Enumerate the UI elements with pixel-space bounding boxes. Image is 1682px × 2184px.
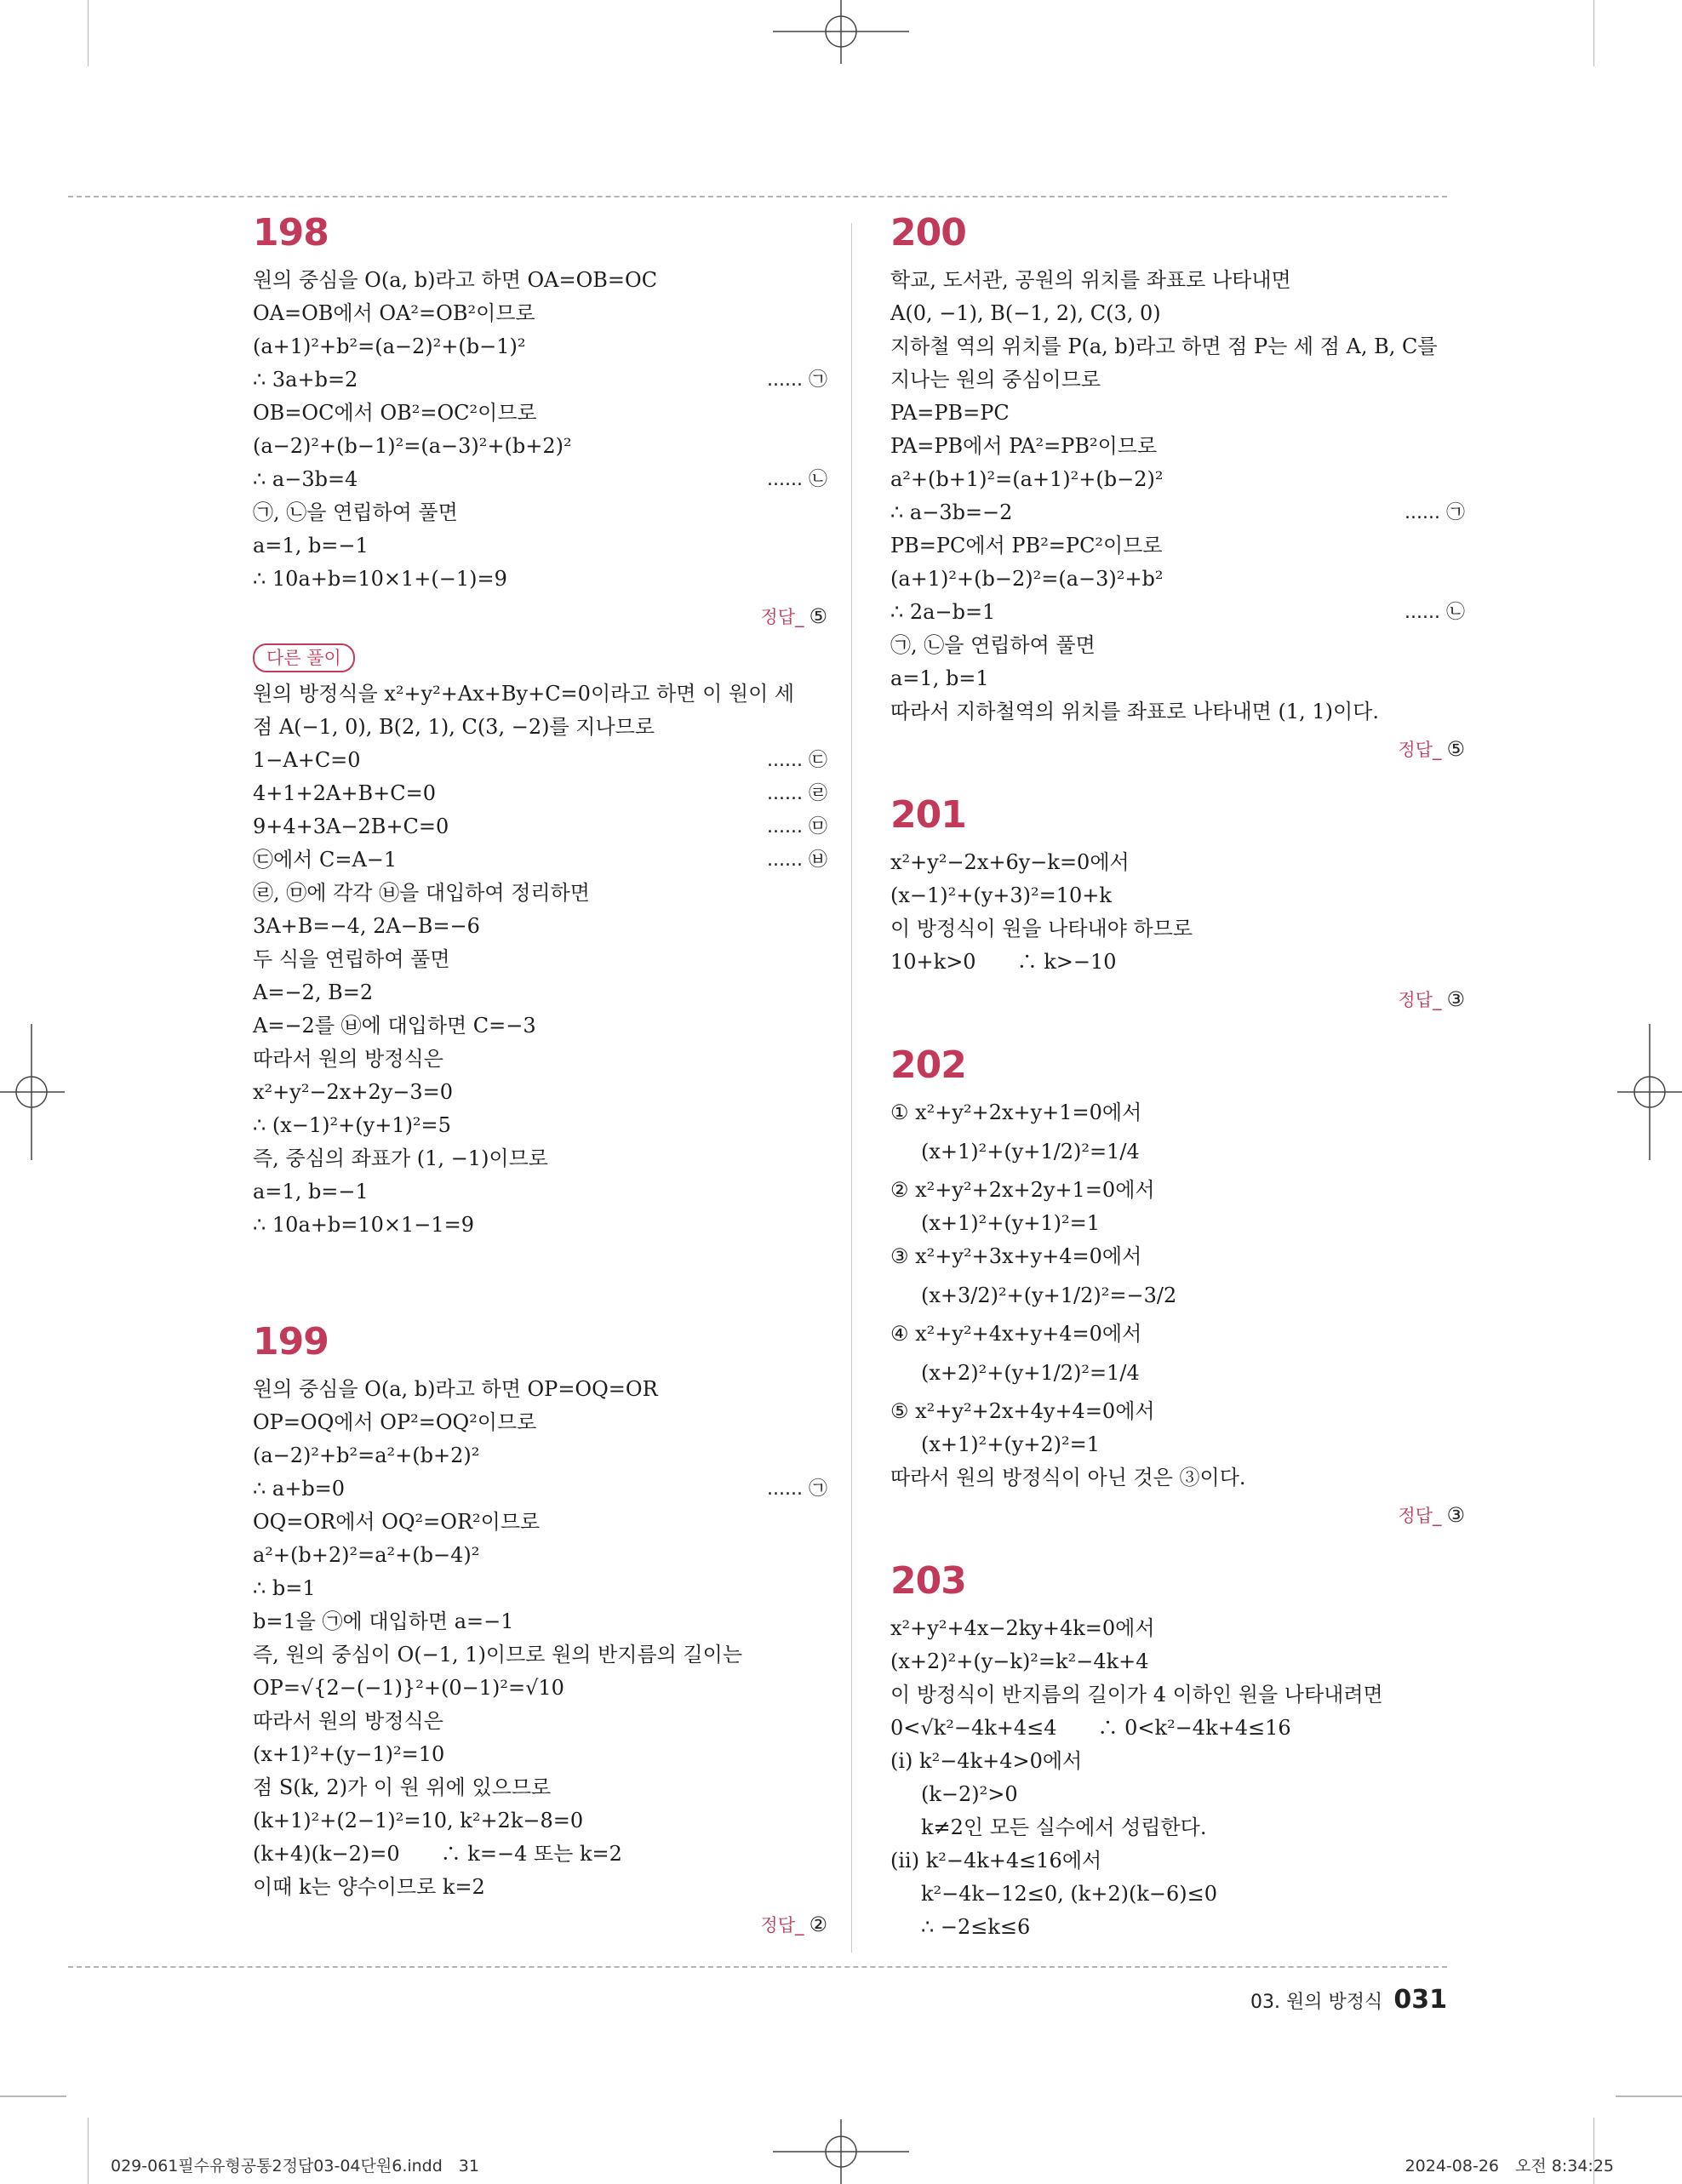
solution-line: ⑤ x²+y²+2x+4y+4=0에서 (890, 1399, 1155, 1423)
problem-201 (890, 793, 1465, 1020)
equation-marker: ...... ㉢ (767, 750, 827, 771)
equation-marker: ...... ㉤ (767, 816, 827, 838)
solution-line: PA=PB=PC (890, 401, 1010, 425)
solution-line: 9+4+3A−2B+C=0 ...... ㉤ (253, 810, 827, 843)
problem-number: 201 (890, 793, 966, 837)
solution-line: (x+1)²+(y+2)²=1 (921, 1432, 1101, 1456)
solution-line: 10+k>0 ∴ k>−10 (890, 950, 1117, 974)
registration-mark-top (773, 0, 909, 64)
solution-line: (x+2)²+(y−k)²=k²−4k+4 (890, 1649, 1149, 1673)
equation-marker: ...... ㉥ (767, 849, 827, 871)
solution-line: ㉠, ㉡을 연립하여 풀면 (253, 500, 458, 524)
solution-line: 4+1+2A+B+C=0 ...... ㉣ (253, 777, 827, 810)
solution-line: 0<√k²−4k+4≤4 ∴ 0<k²−4k+4≤16 (890, 1716, 1291, 1740)
solution-line: 즉, 중심의 좌표가 (1, −1)이므로 (253, 1146, 548, 1170)
solution-line: 지하철 역의 위치를 P(a, b)라고 하면 점 P는 세 점 A, B, C를 (890, 334, 1438, 358)
trim-line (88, 0, 89, 66)
solution-line: 따라서 원의 방정식은 (253, 1047, 443, 1071)
trim-line (1616, 2095, 1682, 2097)
solution-line: ∴ 2a−b=1 ...... ㉡ (890, 596, 1465, 629)
solution-line: ④ x²+y²+4x+y+4=0에서 (890, 1322, 1142, 1346)
solution-line: (a−2)²+(b−1)²=(a−3)²+(b+2)² (253, 434, 572, 458)
solution-line: x²+y²+4x−2ky+4k=0에서 (890, 1616, 1155, 1640)
solution-line: ③ x²+y²+3x+y+4=0에서 (890, 1244, 1142, 1268)
answer (253, 1904, 827, 1945)
solution-line: x²+y²−2x+6y−k=0에서 (890, 850, 1130, 874)
solution-line: (a+1)²+b²=(a−2)²+(b−1)² (253, 334, 526, 358)
problem-199 (253, 1320, 827, 1945)
problem-number: 198 (253, 211, 329, 254)
solution-line: (a−2)²+b²=a²+(b+2)² (253, 1444, 480, 1467)
section-title: 03. 원의 방정식 (1250, 1992, 1383, 2013)
solution-line: ㉢에서 C=A−1 ...... ㉥ (253, 843, 827, 877)
solution-line: 두 식을 연립하여 풀면 (253, 947, 450, 971)
solution-line: 이때 k는 양수이므로 k=2 (253, 1875, 485, 1899)
solution-line: x²+y²−2x+2y−3=0 (253, 1080, 454, 1104)
trim-line (1593, 0, 1594, 66)
solution-line: ① x²+y²+2x+y+1=0에서 (890, 1101, 1142, 1124)
solution-line: a=1, b=−1 (253, 1180, 369, 1203)
page-footer (1250, 1983, 1447, 2017)
top-divider (68, 196, 1447, 197)
solution-line: 따라서 원의 방정식은 (253, 1709, 443, 1733)
solution-line: 원의 중심을 O(a, b)라고 하면 OA=OB=OC (253, 268, 658, 292)
answer-label: 정답_ (760, 1915, 804, 1935)
solution-line: A(0, −1), B(−1, 2), C(3, 0) (890, 301, 1161, 325)
solution-line: 지나는 원의 중심이므로 (890, 368, 1101, 392)
solution-line: 1−A+C=0 ...... ㉢ (253, 744, 827, 777)
solution-line: a²+(b+1)²=(a+1)²+(b−2)² (890, 467, 1164, 491)
column-divider (851, 223, 852, 1952)
print-file-info: 029-061필수유형공통2정답03-04단원6.indd 31 (111, 2157, 479, 2175)
solution-line: k²−4k−12≤0, (k+2)(k−6)≤0 (921, 1882, 1218, 1906)
solution-line: (k−2)²>0 (921, 1782, 1018, 1806)
solution-line: (x+1)²+(y+1)²=1 (921, 1211, 1101, 1235)
solution-line: 원의 중심을 O(a, b)라고 하면 OP=OQ=OR (253, 1377, 658, 1401)
answer-label: 정답_ (1398, 740, 1442, 760)
solution-line: ∴ a−3b=4 ...... ㉡ (253, 463, 827, 496)
solution-line: 점 S(k, 2)가 이 원 위에 있으므로 (253, 1775, 552, 1799)
solution-line: ∴ a+b=0 ...... ㉠ (253, 1472, 827, 1506)
solution-line: OA=OB에서 OA²=OB²이므로 (253, 301, 535, 325)
registration-mark-bottom (773, 2119, 909, 2184)
problem-202 (890, 1043, 1465, 1535)
solution-line: 이 방정식이 원을 나타내야 하므로 (890, 917, 1193, 940)
solution-line: ∴ (x−1)²+(y+1)²=5 (253, 1113, 451, 1137)
solution-line: ∴ 10a+b=10×1−1=9 (253, 1213, 475, 1237)
equation-marker: ...... ㉠ (1405, 502, 1465, 523)
alternative-solution-badge: 다른 풀이 (253, 643, 355, 672)
answer-choice: ⑤ (809, 604, 827, 628)
solution-line: a=1, b=1 (890, 666, 989, 690)
equation-marker: ...... ㉡ (767, 469, 827, 490)
solution-line: 이 방정식이 반지름의 길이가 4 이하인 원을 나타내려면 (890, 1683, 1383, 1707)
answer-choice: ③ (1446, 1503, 1465, 1527)
answer-choice: ③ (1446, 987, 1465, 1011)
equation-marker: ...... ㉣ (767, 783, 827, 804)
solution-line: A=−2를 ㉥에 대입하면 C=−3 (253, 1014, 536, 1038)
solution-line: ② x²+y²+2x+2y+1=0에서 (890, 1178, 1155, 1202)
answer-choice: ② (809, 1912, 827, 1936)
solution-line: A=−2, B=2 (253, 981, 374, 1004)
solution-line: (ii) k²−4k+4≤16에서 (890, 1849, 1102, 1872)
solution-line: (x+1)²+(y−1)²=10 (253, 1742, 445, 1766)
solution-line: ∴ 10a+b=10×1+(−1)=9 (253, 567, 507, 591)
solution-line: 따라서 지하철역의 위치를 좌표로 나타내면 (1, 1)이다. (890, 700, 1379, 723)
solution-line: ∴ b=1 (253, 1576, 316, 1600)
solution-line: a=1, b=−1 (253, 534, 369, 557)
solution-line: a²+(b+2)²=a²+(b−4)² (253, 1543, 480, 1567)
solution-line: (i) k²−4k+4>0에서 (890, 1749, 1083, 1773)
solution-line: 원의 방정식을 x²+y²+Ax+By+C=0이라고 하면 이 원이 세 (253, 682, 795, 706)
print-timestamp: 2024-08-26 오전 8:34:25 (1405, 2157, 1614, 2175)
solution-line: ㉠, ㉡을 연립하여 풀면 (890, 633, 1096, 657)
solution-line: (x−1)²+(y+3)²=10+k (890, 883, 1112, 907)
solution-line: 3A+B=−4, 2A−B=−6 (253, 914, 480, 938)
answer-label: 정답_ (760, 607, 804, 627)
solution-line: PA=PB에서 PA²=PB²이므로 (890, 434, 1158, 458)
problem-203 (890, 1559, 1465, 1944)
answer-label: 정답_ (1398, 990, 1442, 1010)
solution-line: OB=OC에서 OB²=OC²이므로 (253, 401, 537, 425)
solution-line: 즉, 원의 중심이 O(−1, 1)이므로 원의 반지름의 길이는 (253, 1643, 743, 1667)
answer (890, 729, 1465, 769)
solution-line: ㉣, ㉤에 각각 ㉥을 대입하여 정리하면 (253, 881, 590, 905)
left-column (253, 211, 827, 1945)
equation-marker: ...... ㉡ (1405, 602, 1465, 623)
bottom-divider (68, 1966, 1447, 1968)
problem-number: 199 (253, 1320, 329, 1364)
solution-line: b=1을 ㉠에 대입하면 a=−1 (253, 1609, 514, 1633)
answer (890, 1495, 1465, 1535)
solution-line: 학교, 도서관, 공원의 위치를 좌표로 나타내면 (890, 268, 1291, 292)
problem-number: 202 (890, 1043, 966, 1087)
solution-line: (x+1)²+(y+1/2)²=1/4 (921, 1140, 1140, 1163)
answer (253, 596, 827, 637)
registration-mark-left (0, 1024, 65, 1160)
solution-line: 점 A(−1, 0), B(2, 1), C(3, −2)를 지나므로 (253, 715, 655, 739)
equation-marker: ...... ㉠ (767, 1478, 827, 1500)
solution-line: (a+1)²+(b−2)²=(a−3)²+b² (890, 567, 1164, 591)
problem-number: 203 (890, 1559, 966, 1603)
right-column (890, 211, 1465, 1944)
solution-line: (x+3/2)²+(y+1/2)²=−3/2 (921, 1284, 1177, 1307)
trim-line (88, 2118, 89, 2184)
answer (890, 979, 1465, 1020)
problem-198 (253, 211, 827, 1242)
solution-line: OP=√{2−(−1)}²+(0−1)²=√10 (253, 1676, 564, 1700)
solution-line: ∴ a−3b=−2 ...... ㉠ (890, 496, 1465, 529)
problem-number: 200 (890, 211, 966, 254)
solution-line: OP=OQ에서 OP²=OQ²이므로 (253, 1410, 537, 1434)
solution-line: ∴ 3a+b=2 ...... ㉠ (253, 363, 827, 397)
equation-marker: ...... ㉠ (767, 369, 827, 391)
answer-label: 정답_ (1398, 1506, 1442, 1526)
registration-mark-right (1617, 1024, 1682, 1160)
trim-line (0, 2095, 66, 2097)
solution-line: OQ=OR에서 OQ²=OR²이므로 (253, 1510, 541, 1534)
problem-200 (890, 211, 1465, 769)
page-number: 031 (1393, 1985, 1447, 2015)
solution-line: 따라서 원의 방정식이 아닌 것은 ③이다. (890, 1466, 1246, 1489)
solution-line: (k+1)²+(2−1)²=10, k²+2k−8=0 (253, 1809, 584, 1832)
solution-line: (x+2)²+(y+1/2)²=1/4 (921, 1361, 1140, 1385)
solution-line: (k+4)(k−2)=0 ∴ k=−4 또는 k=2 (253, 1842, 622, 1866)
solution-line: PB=PC에서 PB²=PC²이므로 (890, 534, 1163, 557)
solution-line: k≠2인 모든 실수에서 성립한다. (921, 1815, 1207, 1839)
answer-choice: ⑤ (1446, 737, 1465, 761)
solution-line: ∴ −2≤k≤6 (921, 1915, 1031, 1939)
